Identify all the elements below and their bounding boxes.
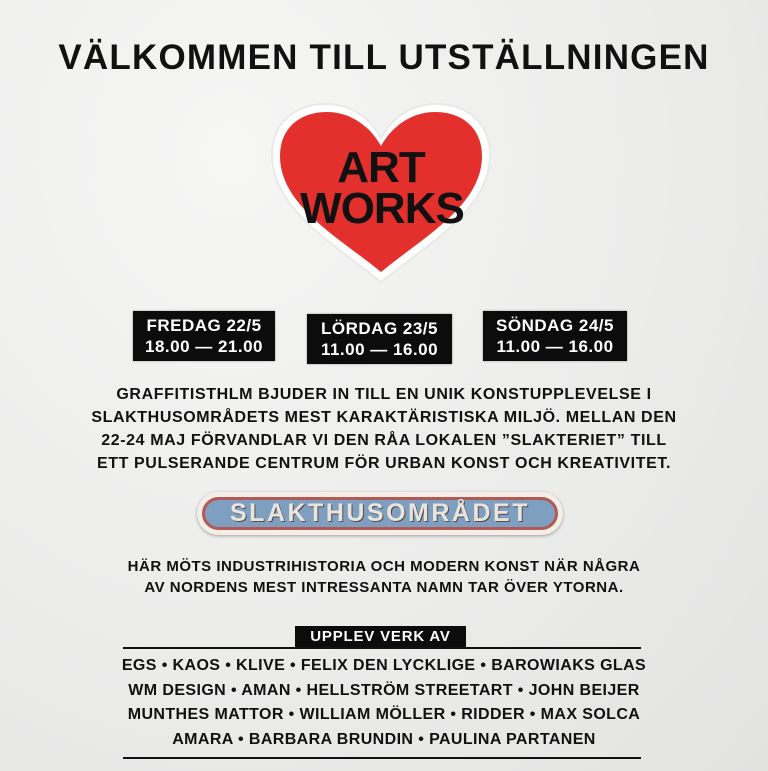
date-day: SÖNDAG 24/5 bbox=[496, 316, 614, 335]
artists-heading: UPPLEV VERK AV bbox=[295, 626, 466, 648]
date-time: 11.00 — 16.00 bbox=[496, 337, 614, 356]
description-paragraph bbox=[0, 556, 768, 598]
description-line: HÄR MÖTS INDUSTRIHISTORIA OCH MODERN KONST NÄR NÅGRA bbox=[127, 558, 641, 575]
sign-text: SLAKTHUSOMRÅDET bbox=[202, 497, 558, 530]
date-time: 18.00 — 21.00 bbox=[144, 337, 264, 356]
intro-line: ETT PULSERANDE CENTRUM FÖR URBAN KONST OCH KREATIVITET. bbox=[96, 455, 672, 472]
artists-line: EGS • KAOS • KLIVE • FELIX DEN LYCKLIGE • BAROWIAKS GLAS bbox=[121, 657, 647, 674]
intro-line: GRAFFITISTHLM BJUDER IN TILL EN UNIK KONSTUPPLEVELSE I bbox=[116, 386, 652, 403]
intro-line: 22-24 MAJ FÖRVANDLAR VI DEN RÅA LOKALEN ”SLAKTERIET” TILL bbox=[101, 432, 667, 449]
slakthusomradet-sign bbox=[197, 492, 563, 535]
divider-top bbox=[123, 647, 641, 649]
page-title: VÄLKOMMEN TILL UTSTÄLLNINGEN bbox=[58, 38, 710, 77]
date-day: FREDAG 22/5 bbox=[146, 316, 262, 335]
intro-line: SLAKTHUSOMRÅDETS MEST KARAKTÄRISTISKA MILJÖ. MELLAN DEN bbox=[91, 409, 677, 426]
date-day: LÖRDAG 23/5 bbox=[321, 319, 438, 338]
logo-line2: WORKS bbox=[300, 184, 464, 233]
logo-line1: ART bbox=[337, 143, 425, 192]
artists-line: MUNTHES MATTOR • WILLIAM MÖLLER • RIDDER • MAX SOLCA bbox=[127, 706, 641, 723]
artworks-heart-logo bbox=[266, 100, 496, 285]
divider-bottom bbox=[123, 757, 641, 759]
artists-line: AMARA • BARBARA BRUNDIN • PAULINA PARTANEN bbox=[172, 730, 596, 748]
intro-paragraph bbox=[0, 383, 768, 475]
date-box-sunday bbox=[483, 311, 627, 361]
artists-line: WM DESIGN • AMAN • HELLSTRÖM STREETART • JOHN BEIJER bbox=[128, 681, 640, 699]
description-line: AV NORDENS MEST INTRESSANTA NAMN TAR ÖVER YTORNA. bbox=[144, 579, 624, 596]
date-box-friday bbox=[133, 311, 275, 361]
artists-list bbox=[0, 654, 768, 752]
date-box-saturday bbox=[307, 314, 452, 364]
date-time: 11.00 — 16.00 bbox=[320, 340, 439, 359]
